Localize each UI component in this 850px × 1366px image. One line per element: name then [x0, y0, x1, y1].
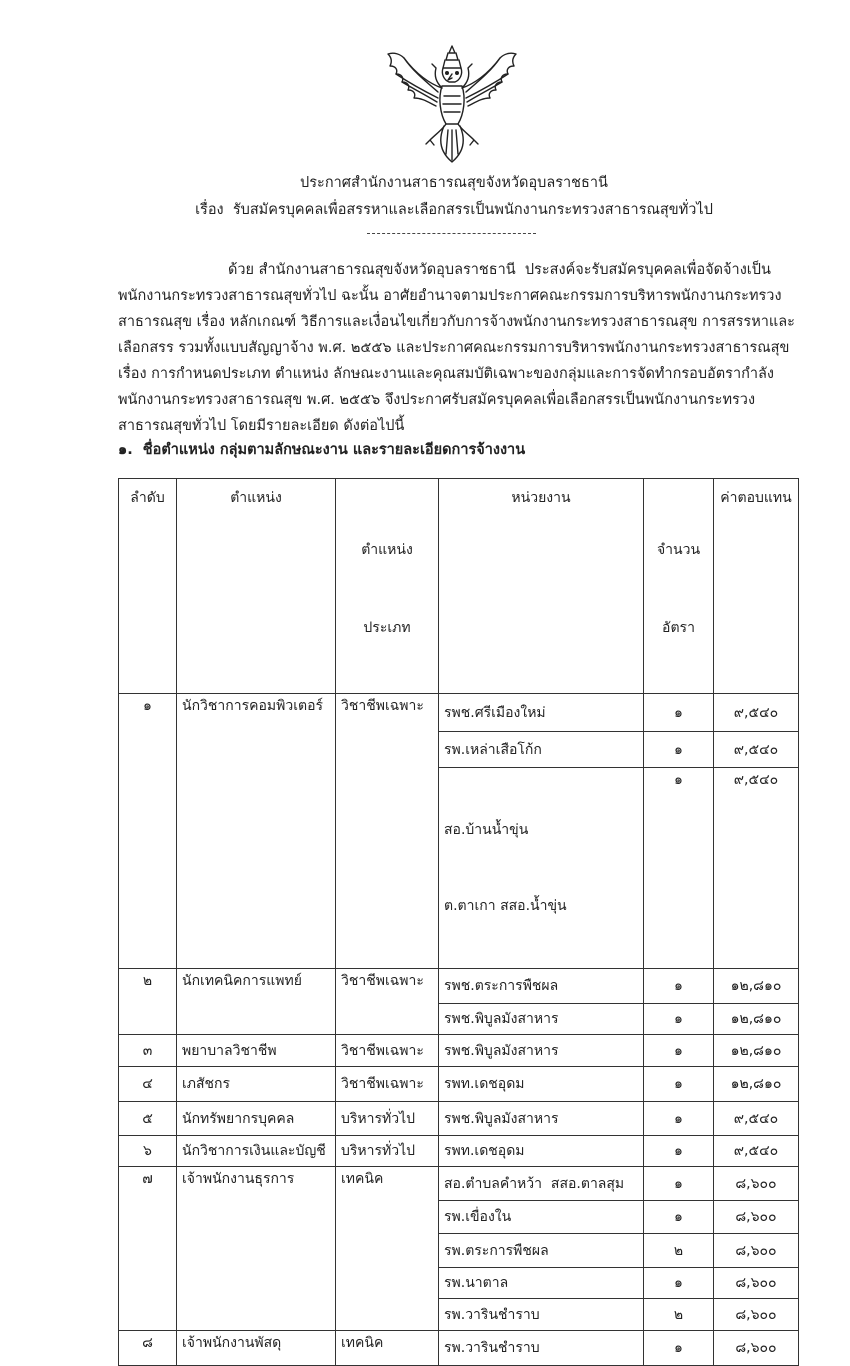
unit-name: รพ.เขื่องใน — [439, 1201, 644, 1234]
body-line: สาธารณสุขทั่วไป โดยมีรายละเอียด ดังต่อไปนี้ — [118, 418, 405, 434]
position-name: นักวิชาการคอมพิวเตอร์ — [177, 694, 336, 969]
rate-count: ๑ — [644, 1067, 714, 1102]
header-position-type-line2: ประเภท — [363, 620, 411, 636]
pay-amount: ๑๒,๘๑๐ — [714, 1035, 799, 1067]
unit-name: รพช.พิบูลมังสาหาร — [439, 1102, 644, 1136]
position-type: วิชาชีพเฉพาะ — [336, 1067, 439, 1102]
table-header-row — [119, 479, 799, 694]
title-divider — [367, 233, 536, 234]
unit-name: รพ.เหล่าเสือโก้ก — [439, 732, 644, 768]
table-row — [119, 1167, 799, 1201]
body-line: สาธารณสุข เรื่อง หลักเกณฑ์ วิธีการและเงื่อนไขเกี่ยวกับการจ้างพนักงานกระทรวงสาธารณสุข การสรรหาและ — [118, 314, 795, 330]
position-type: เทคนิค — [336, 1331, 439, 1366]
pay-amount: ๘,๖๐๐ — [714, 1167, 799, 1201]
header-count-line2: อัตรา — [662, 620, 695, 636]
body-line: เลือกสรร รวมทั้งแบบสัญญาจ้าง พ.ศ. ๒๕๕๖ และประกาศคณะกรรมการบริหารพนักงานกระทรวงสาธารณสุข — [118, 340, 790, 356]
unit-name: รพ.วารินชำราบ — [439, 1299, 644, 1331]
row-number: ๗ — [119, 1167, 177, 1331]
header-position: ตำแหน่ง — [177, 479, 336, 694]
header-count-line1: จำนวน — [656, 542, 701, 558]
body-line: พนักงานกระทรวงสาธารณสุขทั่วไป ฉะนั้น อาศัยอำนาจตามประกาศคณะกรรมการบริหารพนักงานกระทรวง — [118, 288, 782, 304]
header-position-type — [336, 479, 439, 694]
pay-amount: ๙,๕๔๐ — [714, 694, 799, 732]
unit-name: รพท.เดชอุดม — [439, 1067, 644, 1102]
position-name: นักวิชาการเงินและบัญชี — [177, 1136, 336, 1167]
unit-name — [439, 768, 644, 969]
rate-count: ๑ — [644, 694, 714, 732]
unit-name: รพท.เดชอุดม — [439, 1136, 644, 1167]
rate-count: ๑ — [644, 1035, 714, 1067]
unit-name: รพ.นาตาล — [439, 1268, 644, 1299]
rate-count: ๑ — [644, 1102, 714, 1136]
positions-table — [118, 478, 799, 1366]
unit-name: รพช.พิบูลมังสาหาร — [439, 1004, 644, 1035]
rate-count: ๑ — [644, 1136, 714, 1167]
rate-count: ๑ — [644, 1201, 714, 1234]
row-number: ๓ — [119, 1035, 177, 1067]
announcement-subject: เรื่อง รับสมัครบุคคลเพื่อสรรหาและเลือกสรรเป็นพนักงานกระทรวงสาธารณสุขทั่วไป — [195, 202, 713, 218]
table-row — [119, 1136, 799, 1167]
rate-count: ๒ — [644, 1234, 714, 1268]
position-type: วิชาชีพเฉพาะ — [336, 694, 439, 969]
unit-name: รพ.ตระการพืชผล — [439, 1234, 644, 1268]
table-row — [119, 969, 799, 1004]
pay-amount: ๘,๖๐๐ — [714, 1331, 799, 1366]
header-count — [644, 479, 714, 694]
row-number: ๕ — [119, 1102, 177, 1136]
table-row — [119, 694, 799, 732]
unit-name: รพ.วารินชำราบ — [439, 1331, 644, 1366]
row-number: ๑ — [119, 694, 177, 969]
position-type: วิชาชีพเฉพาะ — [336, 969, 439, 1035]
pay-amount: ๘,๖๐๐ — [714, 1234, 799, 1268]
table-row — [119, 1067, 799, 1102]
header-position-type-line1: ตำแหน่ง — [361, 542, 413, 558]
pay-amount: ๙,๕๔๐ — [714, 1102, 799, 1136]
pay-amount: ๘,๖๐๐ — [714, 1299, 799, 1331]
unit-name-line2: ต.ตาเกา สสอ.น้ำขุ่น — [444, 898, 567, 914]
garuda-emblem — [382, 44, 522, 164]
rate-count: ๑ — [644, 1167, 714, 1201]
position-type: เทคนิค — [336, 1167, 439, 1331]
row-number: ๖ — [119, 1136, 177, 1167]
body-line: พนักงานกระทรวงสาธารณสุข พ.ศ. ๒๕๕๖ จึงประกาศรับสมัครบุคคลเพื่อเลือกสรรเป็นพนักงานกระทรวง — [118, 392, 756, 408]
pay-amount: ๑๒,๘๑๐ — [714, 1004, 799, 1035]
unit-name-line1: สอ.บ้านน้ำขุ่น — [444, 822, 529, 838]
position-name: เภสัชกร — [177, 1067, 336, 1102]
unit-name: รพช.ตระการพืชผล — [439, 969, 644, 1004]
garuda-emblem-icon — [382, 44, 522, 164]
row-number: ๔ — [119, 1067, 177, 1102]
body-paragraph — [118, 257, 798, 439]
row-number: ๒ — [119, 969, 177, 1035]
table-row — [119, 1102, 799, 1136]
pay-amount: ๘,๖๐๐ — [714, 1201, 799, 1234]
pay-amount: ๑๒,๘๑๐ — [714, 969, 799, 1004]
position-name: นักเทคนิคการแพทย์ — [177, 969, 336, 1035]
position-name: พยาบาลวิชาชีพ — [177, 1035, 336, 1067]
position-type: บริหารทั่วไป — [336, 1136, 439, 1167]
pay-amount: ๙,๕๔๐ — [714, 768, 799, 969]
header-number: ลำดับ — [119, 479, 177, 694]
announcement-title: ประกาศสำนักงานสาธารณสุขจังหวัดอุบลราชธานี — [300, 175, 608, 191]
body-line: เรื่อง การกำหนดประเภท ตำแหน่ง ลักษณะงานและคุณสมบัติเฉพาะของกลุ่มและการจัดทำกรอบอัตรากำลัง — [118, 366, 774, 382]
row-number: ๘ — [119, 1331, 177, 1366]
rate-count: ๒ — [644, 1299, 714, 1331]
position-name: เจ้าพนักงานพัสดุ — [177, 1331, 336, 1366]
pay-amount: ๘,๖๐๐ — [714, 1268, 799, 1299]
header-unit: หน่วยงาน — [439, 479, 644, 694]
position-name: เจ้าพนักงานธุรการ — [177, 1167, 336, 1331]
rate-count: ๑ — [644, 1331, 714, 1366]
body-line: ด้วย สำนักงานสาธารณสุขจังหวัดอุบลราชธานี ประสงค์จะรับสมัครบุคคลเพื่อจัดจ้างเป็น — [228, 262, 771, 278]
rate-count: ๑ — [644, 732, 714, 768]
table-row — [119, 1035, 799, 1067]
pay-amount: ๑๒,๘๑๐ — [714, 1067, 799, 1102]
position-name: นักทรัพยากรบุคคล — [177, 1102, 336, 1136]
rate-count: ๑ — [644, 969, 714, 1004]
table-row — [119, 1331, 799, 1366]
unit-name: สอ.ตำบลคำหว้า สสอ.ตาลสุม — [439, 1167, 644, 1201]
pay-amount: ๙,๕๔๐ — [714, 1136, 799, 1167]
unit-name: รพช.ศรีเมืองใหม่ — [439, 694, 644, 732]
unit-name: รพช.พิบูลมังสาหาร — [439, 1035, 644, 1067]
position-type: วิชาชีพเฉพาะ — [336, 1035, 439, 1067]
rate-count: ๑ — [644, 768, 714, 969]
section-heading: ๑. ชื่อตำแหน่ง กลุ่มตามลักษณะงาน และรายละเอียดการจ้างงาน — [118, 442, 526, 458]
rate-count: ๑ — [644, 1268, 714, 1299]
header-pay: ค่าตอบแทน — [714, 479, 799, 694]
pay-amount: ๙,๕๔๐ — [714, 732, 799, 768]
rate-count: ๑ — [644, 1004, 714, 1035]
position-type: บริหารทั่วไป — [336, 1102, 439, 1136]
